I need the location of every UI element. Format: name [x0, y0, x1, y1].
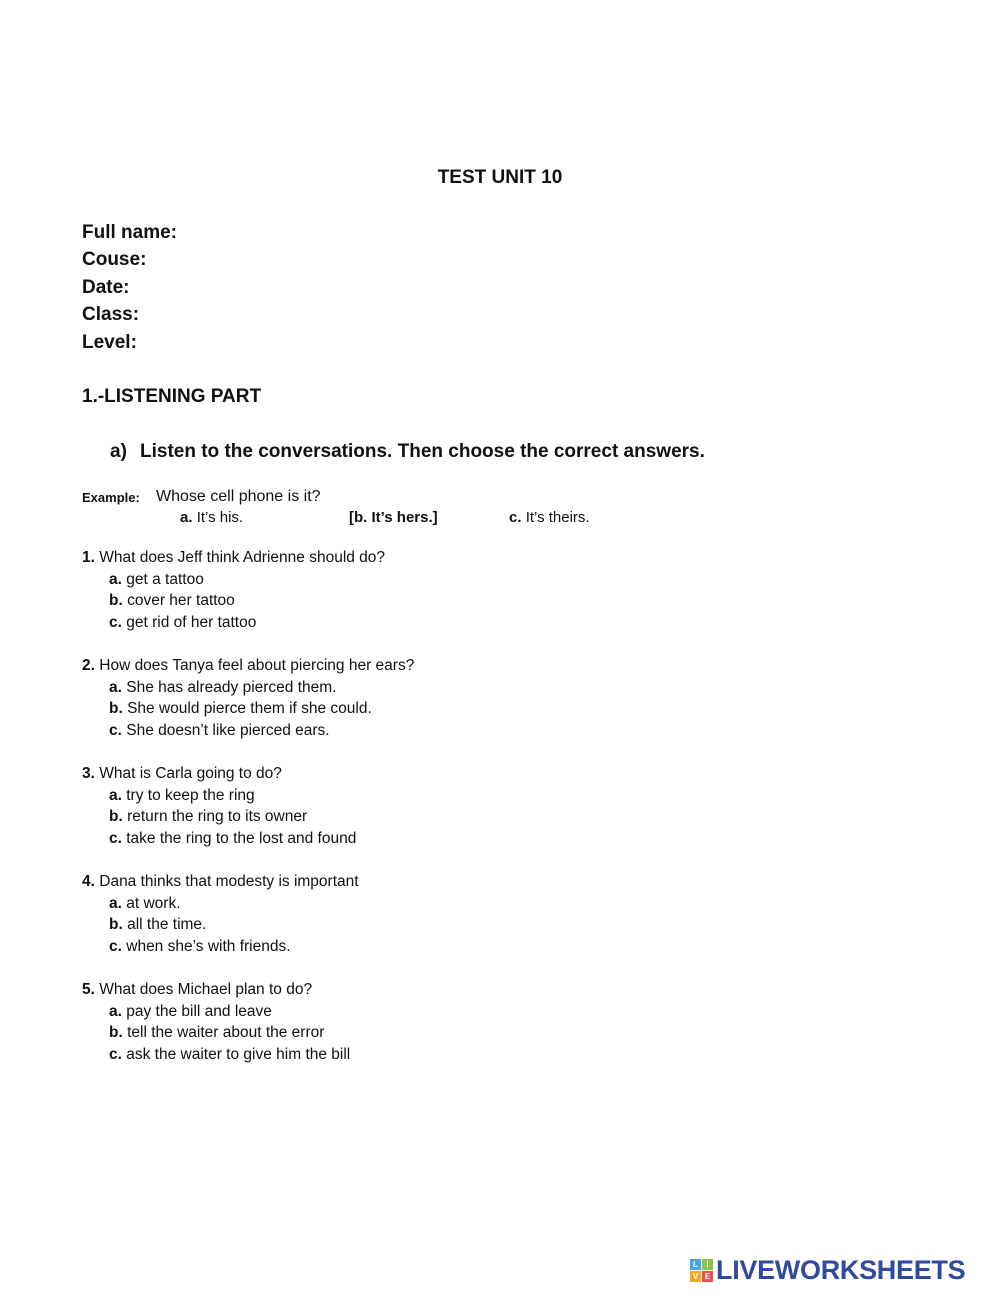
example-label: Example: [82, 490, 140, 505]
section-heading: 1.-LISTENING PART [82, 386, 262, 407]
logo-blocks-icon: L I V E [690, 1259, 713, 1282]
question-2-option-b[interactable]: b. She would pierce them if she could. [109, 700, 372, 717]
question-1-option-c[interactable]: c. get rid of her tattoo [109, 614, 257, 631]
course-label: Couse: [82, 249, 147, 270]
question-1: 1. What does Jeff think Adrienne should do? [82, 549, 386, 566]
question-4: 4. Dana thinks that modesty is important [82, 873, 359, 890]
instruction-text: Listen to the conversations. Then choose the correct answers. [140, 441, 705, 462]
instruction [110, 441, 705, 463]
question-1-option-b[interactable]: b. cover her tattoo [109, 592, 235, 609]
question-2-option-a[interactable]: a. She has already pierced them. [109, 679, 337, 696]
liveworksheets-logo [690, 1255, 965, 1286]
question-2: 2. How does Tanya feel about piercing her ears? [82, 657, 415, 674]
logo-text: LIVEWORKSHEETS [716, 1255, 966, 1285]
class-label: Class: [82, 304, 140, 325]
question-2-option-c[interactable]: c. She doesn’t like pierced ears. [109, 722, 330, 739]
question-5-option-c[interactable]: c. ask the waiter to give him the bill [109, 1046, 351, 1063]
question-4-option-b[interactable]: b. all the time. [109, 916, 207, 933]
question-3: 3. What is Carla going to do? [82, 765, 282, 782]
example-option-a: a. It’s his. [180, 509, 244, 526]
page-title: TEST UNIT 10 [437, 167, 563, 188]
question-4-option-c[interactable]: c. when she’s with friends. [109, 938, 291, 955]
question-3-option-c[interactable]: c. take the ring to the lost and found [109, 830, 357, 847]
example-option-c: c. It’s theirs. [509, 509, 590, 526]
question-5-option-b[interactable]: b. tell the waiter about the error [109, 1024, 325, 1041]
instruction-letter: a) [110, 441, 127, 462]
question-1-option-a[interactable]: a. get a tattoo [109, 571, 204, 588]
full-name-label: Full name: [82, 222, 178, 243]
example-option-b-answer: [b. It’s hers.] [349, 509, 438, 526]
question-5-option-a[interactable]: a. pay the bill and leave [109, 1003, 272, 1020]
example-question: Whose cell phone is it? [156, 488, 321, 505]
level-label: Level: [82, 332, 137, 353]
question-4-option-a[interactable]: a. at work. [109, 895, 181, 912]
date-label: Date: [82, 277, 130, 298]
question-3-option-a[interactable]: a. try to keep the ring [109, 787, 255, 804]
question-5: 5. What does Michael plan to do? [82, 981, 313, 998]
question-3-option-b[interactable]: b. return the ring to its owner [109, 808, 308, 825]
